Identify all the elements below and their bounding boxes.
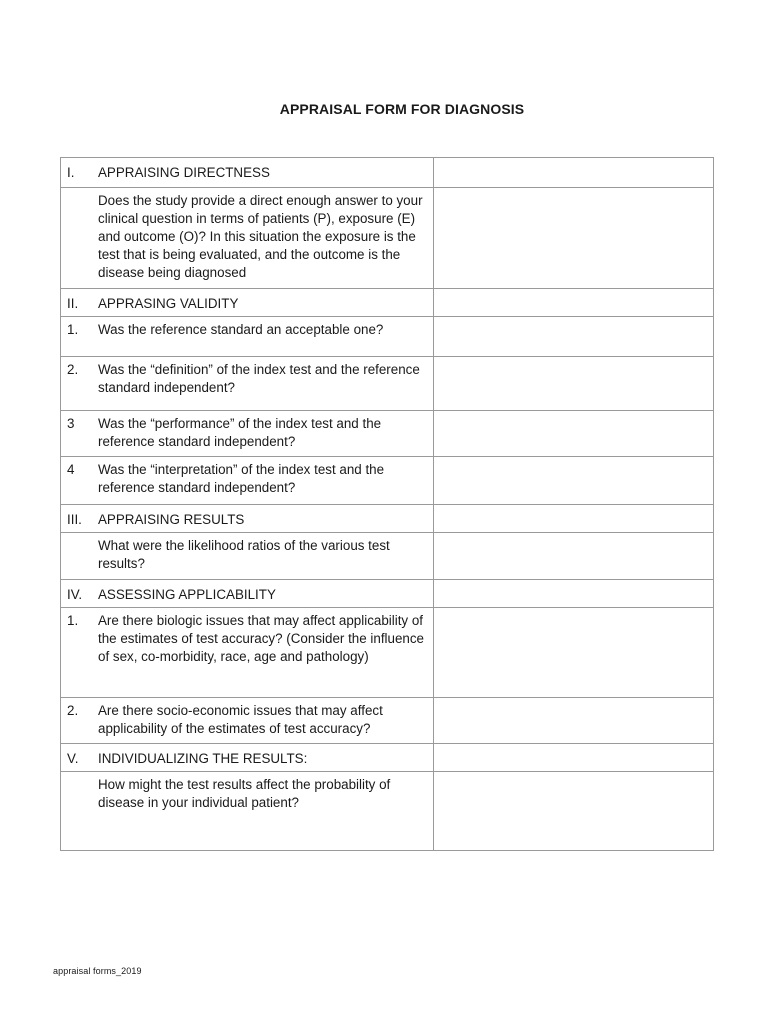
answer-cell[interactable] xyxy=(434,698,714,744)
question-row xyxy=(61,457,714,505)
question-row xyxy=(61,772,714,851)
question-text: Was the “definition” of the index test and the reference standard independent? xyxy=(98,362,420,395)
answer-cell[interactable] xyxy=(434,772,714,851)
question-row xyxy=(61,357,714,411)
answer-cell[interactable] xyxy=(434,457,714,505)
section-numeral: II. xyxy=(67,296,79,311)
answer-cell[interactable] xyxy=(434,317,714,357)
question-text: Does the study provide a direct enough answer to your clinical question in terms of patients (P), exposure (E) and outcome (O)? In this situation the exposure is the test that is being evaluated, and the outcome is the disease being diagnosed xyxy=(98,193,423,280)
question-text: Was the “interpretation” of the index test and the reference standard independent? xyxy=(98,462,385,495)
answer-cell[interactable] xyxy=(434,357,714,411)
section-header-row xyxy=(61,158,714,188)
question-text: How might the test results affect the probability of disease in your individual patient? xyxy=(98,777,391,810)
answer-cell[interactable] xyxy=(434,158,714,188)
section-numeral: IV. xyxy=(67,587,83,602)
answer-cell[interactable] xyxy=(434,505,714,533)
question-number xyxy=(61,772,98,812)
answer-cell[interactable] xyxy=(434,188,714,289)
section-header-row xyxy=(61,580,714,608)
question-row xyxy=(61,698,714,744)
question-text: What were the likelihood ratios of the various test results? xyxy=(98,538,390,571)
question-number: 1. xyxy=(67,322,79,337)
section-numeral: I. xyxy=(67,165,75,180)
section-heading: ASSESSING APPLICABILITY xyxy=(98,587,276,602)
section-header-row xyxy=(61,505,714,533)
section-heading: INDIVIDUALIZING THE RESULTS: xyxy=(98,751,308,766)
question-text: Are there socio-economic issues that may affect applicability of the estimates of test accuracy? xyxy=(98,703,383,736)
appraisal-table xyxy=(60,157,714,851)
question-row xyxy=(61,608,714,698)
question-number: 2. xyxy=(67,703,79,718)
question-text: Was the “performance” of the index test and the reference standard independent? xyxy=(98,416,382,449)
page-footer: appraisal forms_2019 xyxy=(53,966,142,976)
question-number xyxy=(61,188,98,282)
answer-cell[interactable] xyxy=(434,744,714,772)
section-numeral: III. xyxy=(67,512,82,527)
section-heading: APPRASING VALIDITY xyxy=(98,296,239,311)
answer-cell[interactable] xyxy=(434,533,714,580)
question-text: Was the reference standard an acceptable one? xyxy=(98,322,384,337)
answer-cell[interactable] xyxy=(434,608,714,698)
answer-cell[interactable] xyxy=(434,289,714,317)
question-number: 1. xyxy=(67,613,79,628)
section-heading: APPRAISING RESULTS xyxy=(98,512,245,527)
question-row xyxy=(61,317,714,357)
question-number xyxy=(61,533,98,573)
question-row xyxy=(61,411,714,457)
question-number: 2. xyxy=(67,362,79,377)
section-header-row xyxy=(61,744,714,772)
question-row xyxy=(61,533,714,580)
question-number: 3 xyxy=(67,416,75,431)
form-title: APPRAISAL FORM FOR DIAGNOSIS xyxy=(279,101,525,117)
answer-cell[interactable] xyxy=(434,411,714,457)
section-header-row xyxy=(61,289,714,317)
question-number: 4 xyxy=(67,462,75,477)
question-row xyxy=(61,188,714,289)
section-numeral: V. xyxy=(67,751,79,766)
section-heading: APPRAISING DIRECTNESS xyxy=(98,165,270,180)
question-text: Are there biologic issues that may affect applicability of the estimates of test accuracy? (Consider the influence of sex, co-morbidity, race, age and pathology) xyxy=(98,613,425,664)
answer-cell[interactable] xyxy=(434,580,714,608)
